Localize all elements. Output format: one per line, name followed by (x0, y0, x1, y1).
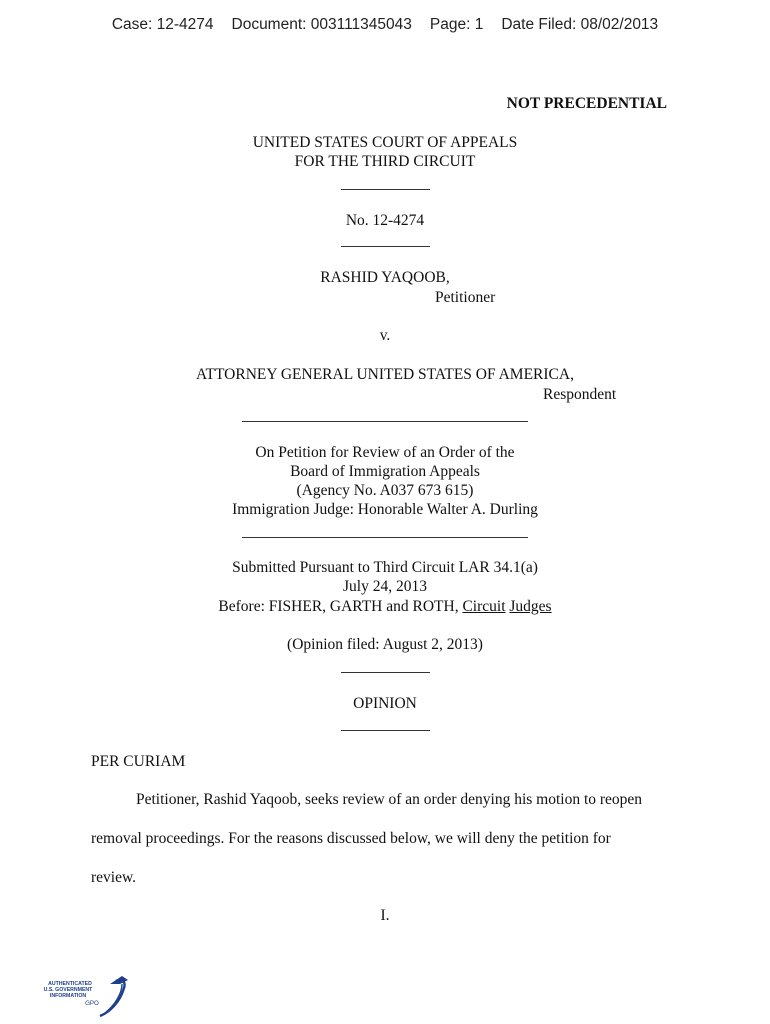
opinion-heading: OPINION (353, 695, 417, 712)
panel-judges-label: Judges (509, 598, 552, 615)
header-document: Document: 003111345043 (231, 16, 412, 33)
respondent-name: ATTORNEY GENERAL UNITED STATES OF AMERICA, (196, 366, 574, 383)
separator-rule (341, 246, 430, 247)
precedential-label: NOT PRECEDENTIAL (506, 95, 667, 112)
separator-rule (242, 421, 528, 422)
seal-line-2: U.S. GOVERNMENT (43, 987, 93, 993)
agency-number: (Agency No. A037 673 615) (296, 482, 474, 499)
seal-line-1: AUTHENTICATED (48, 981, 92, 987)
panel-judges-circuit: Circuit (462, 598, 506, 615)
paragraph-line-1: Petitioner, Rashid Yaqoob, seeks review of an order denying his motion to reopen (136, 791, 643, 808)
gpo-authentication-seal-icon (40, 972, 132, 1018)
paragraph-line-2: removal proceedings. For the reasons discussed below, we will deny the petition for (91, 830, 611, 847)
separator-rule (341, 189, 430, 190)
separator-rule (341, 730, 430, 731)
court-name-line2: FOR THE THIRD CIRCUIT (294, 153, 476, 170)
filing-header (0, 16, 770, 34)
panel-judges-names: Before: FISHER, GARTH and ROTH, (218, 598, 463, 615)
submitted-line: Submitted Pursuant to Third Circuit LAR 34.1(a) (232, 559, 538, 576)
submitted-date: July 24, 2013 (343, 578, 427, 595)
header-case: Case: 12-4274 (111, 16, 214, 33)
separator-rule (341, 672, 430, 673)
petitioner-role: Petitioner (435, 289, 496, 306)
immigration-judge: Immigration Judge: Honorable Walter A. Durling (232, 501, 538, 518)
header-page: Page: 1 (429, 16, 484, 33)
separator-rule (242, 537, 528, 538)
petitioner-name: RASHID YAQOOB, (320, 269, 450, 286)
court-name-line1: UNITED STATES COURT OF APPEALS (252, 134, 518, 151)
paragraph-line-3: review. (91, 869, 137, 886)
review-line-2: Board of Immigration Appeals (290, 463, 480, 480)
seal-line-3: INFORMATION (49, 993, 87, 999)
opinion-filed-date: (Opinion filed: August 2, 2013) (287, 636, 483, 653)
seal-line-4: GPO (85, 1000, 99, 1007)
docket-number: No. 12-4274 (345, 212, 425, 229)
versus: v. (379, 327, 391, 344)
respondent-role: Respondent (543, 386, 617, 403)
header-date-filed: Date Filed: 08/02/2013 (501, 16, 659, 33)
per-curiam: PER CURIAM (91, 753, 186, 770)
review-line-1: On Petition for Review of an Order of the (255, 444, 515, 461)
panel-judges (0, 597, 770, 616)
section-number: I. (380, 907, 390, 924)
